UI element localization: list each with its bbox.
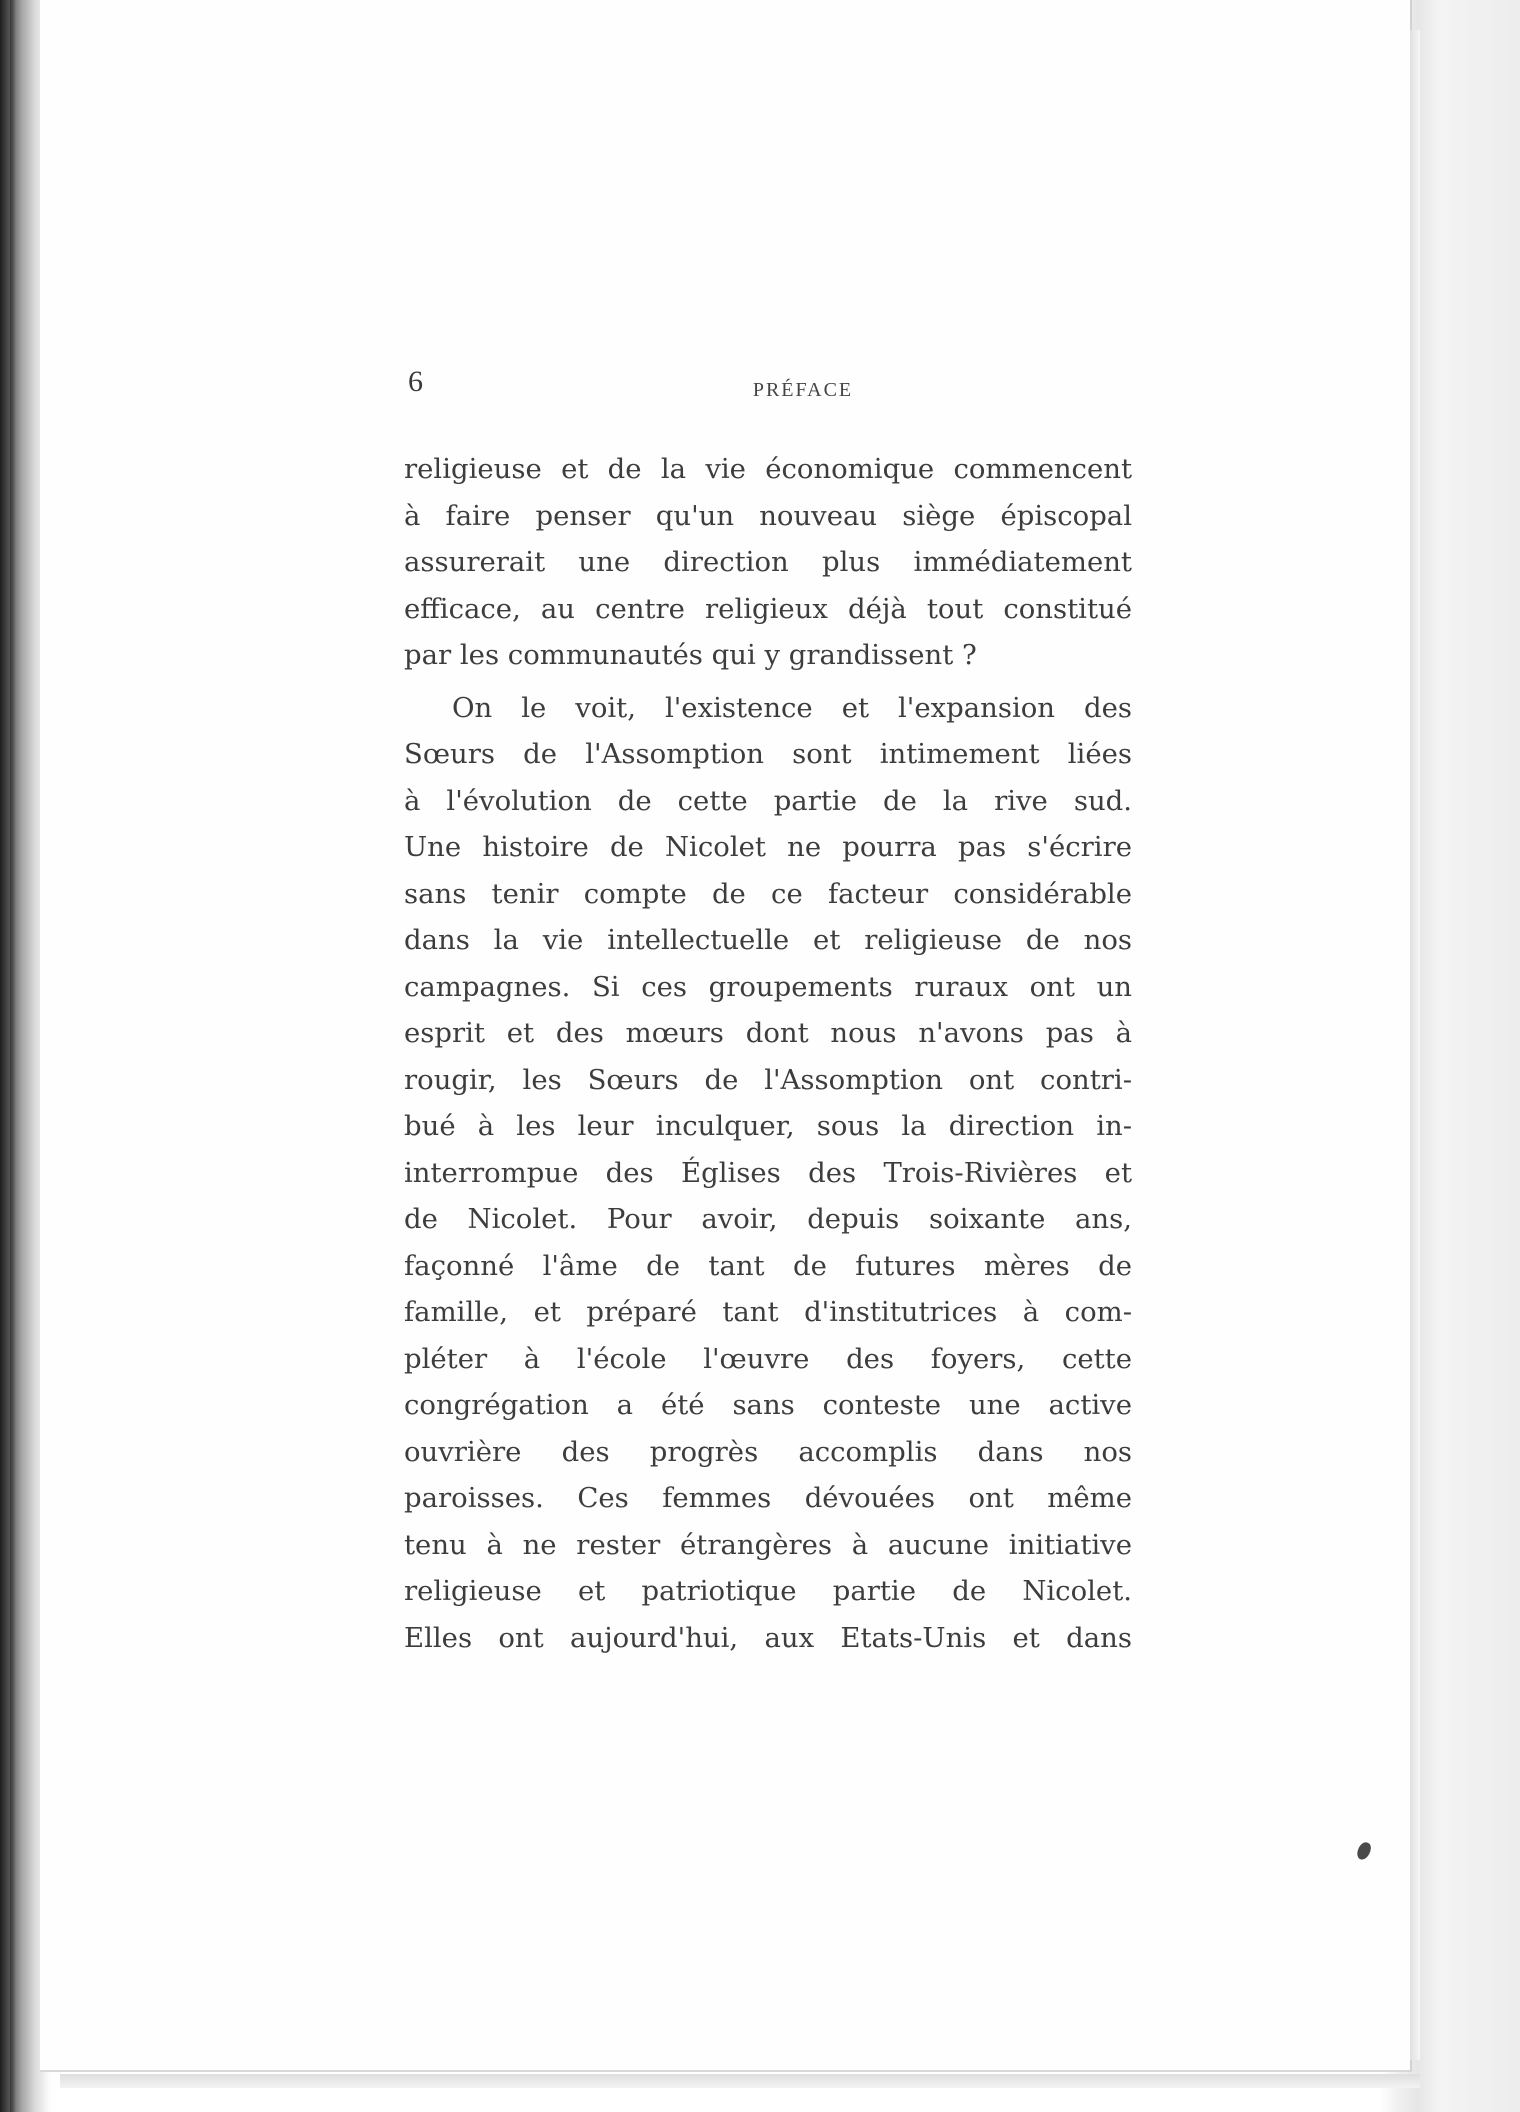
text-line: à l'évolution de cette partie de la rive sud. [404,784,1132,817]
text-line: Une histoire de Nicolet ne pourra pas s'écrire [404,831,1132,863]
page-stack-edge [1410,30,1420,2060]
page-bottom-edge [60,2074,1420,2088]
text-line: par les communautés qui y grandissent ? [404,639,977,671]
page-header [408,364,878,404]
page-number: 6 [408,365,423,398]
text-line: famille, et préparé tant d'institutrices à com- [404,1296,1132,1328]
text-line: esprit et des mœurs dont nous n'avons pas à [404,1017,1132,1049]
text-line: assurerait une direction plus immédiatement [404,546,1132,578]
text-line: On le voit, l'existence et l'expansion des [452,691,1132,724]
text-line: Elles ont aujourd'hui, aux Etats-Unis et dans [404,1621,1132,1654]
text-line: efficace, au centre religieux déjà tout constitué [404,592,1132,625]
paragraph-2 [404,685,1132,1662]
paragraph-1 [404,446,1132,679]
text-line: paroisses. Ces femmes dévouées ont même [404,1482,1132,1514]
text-line: religieuse et de la vie économique commencent [404,453,1132,485]
text-line: religieuse et patriotique partie de Nicolet. [404,1575,1132,1607]
text-line: de Nicolet. Pour avoir, depuis soixante ans, [404,1203,1132,1235]
text-line: pléter à l'école l'œuvre des foyers, cette [404,1342,1132,1375]
text-line: façonné l'âme de tant de futures mères de [404,1249,1132,1282]
text-line: interrompue des Églises des Trois-Rivières et [404,1156,1132,1189]
text-line: à faire penser qu'un nouveau siège épiscopal [404,499,1132,532]
text-line: rougir, les Sœurs de l'Assomption ont contri- [404,1063,1132,1096]
text-line: bué à les leur inculquer, sous la direction in- [404,1110,1132,1142]
text-line: sans tenir compte de ce facteur considérable [404,877,1132,910]
text-line: tenu à ne rester étrangères à aucune initiative [404,1528,1132,1561]
text-line: dans la vie intellectuelle et religieuse de nos [404,924,1132,956]
body-text [404,446,1132,1661]
text-line: congrégation a été sans conteste une active [404,1389,1132,1421]
text-line: ouvrière des progrès accomplis dans nos [404,1435,1132,1468]
running-head: PRÉFACE [752,379,854,401]
text-line: Sœurs de l'Assomption sont intimement liées [404,738,1132,770]
text-line: campagnes. Si ces groupements ruraux ont un [404,970,1132,1003]
